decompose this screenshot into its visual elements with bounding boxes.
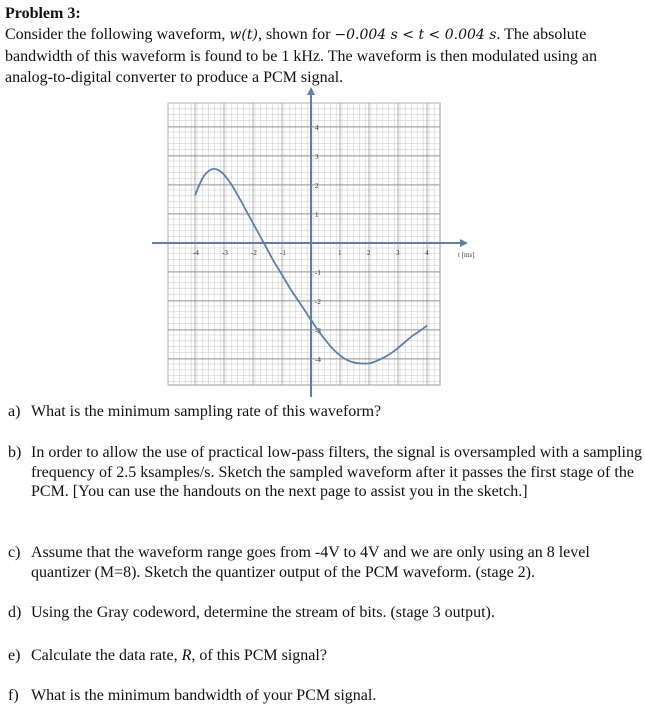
y-tick-label: -3	[315, 327, 321, 335]
question-f-text: What is the minimum bandwidth of your PCM signal.	[31, 687, 377, 704]
intro-text-1: Consider the following waveform,	[5, 26, 230, 43]
intro-function: w(t)	[229, 27, 258, 43]
question-e-text-post: , of this PCM signal?	[191, 647, 327, 664]
x-tick-label: 4	[425, 249, 429, 257]
waveform-chart	[150, 85, 495, 400]
question-c-text: Assume that the waveform range goes from -4V to 4V and we are only using an 8 level quantizer (M=8). Sketch the quantizer output of the PCM waveform. (stage 2).	[31, 544, 590, 581]
question-a-text: What is the minimum sampling rate of this waveform?	[31, 403, 382, 420]
y-tick-label: 2	[315, 182, 319, 190]
y-axis-arrow	[307, 87, 315, 95]
y-tick-label: -1	[315, 269, 321, 277]
intro-time-range: −0.004 s < t < 0.004 s	[334, 27, 497, 43]
question-a-label: a)	[8, 403, 21, 420]
x-axis-label: t [ms]	[458, 251, 475, 259]
intro-text-3: . The absolute bandwidth of this waveform is found to be 1 kHz. The waveform is then modulated using an analog-to-digital converter to produce a PCM signal.	[5, 26, 598, 86]
question-c-label: c)	[8, 544, 21, 561]
y-tick-label: 4	[315, 124, 319, 132]
question-e-variable: R	[181, 647, 192, 664]
x-tick-label: -2	[251, 249, 257, 257]
x-tick-label: -3	[222, 249, 228, 257]
question-f-label: f)	[8, 687, 19, 704]
question-b-label: b)	[8, 444, 22, 461]
problem-statement	[5, 24, 635, 88]
question-e-label: e)	[8, 647, 21, 664]
question-e-text-pre: Calculate the data rate,	[31, 647, 182, 664]
question-d-label: d)	[8, 604, 22, 621]
question-d-text: Using the Gray codeword, determine the stream of bits. (stage 3 output).	[31, 604, 495, 621]
problem-title: Problem 3:	[5, 5, 81, 22]
question-b-text: In order to allow the use of practical low-pass filters, the signal is oversampled with a sampling frequency of 2.5 ksamples/s. Sketch the sampled waveform after it passes the first stage of the PCM. [You can use the handouts on the next page to assist you in the sketch.]	[31, 444, 642, 500]
x-tick-label: 3	[396, 249, 400, 257]
y-tick-label: 1	[315, 211, 319, 219]
y-tick-label: -2	[315, 298, 321, 306]
x-tick-label: 1	[338, 249, 342, 257]
x-axis-arrow	[460, 239, 468, 247]
x-tick-label: -4	[193, 249, 199, 257]
y-tick-label: 3	[315, 153, 319, 161]
x-tick-label: -1	[280, 249, 286, 257]
y-tick-label: -4	[315, 356, 321, 364]
x-tick-label: 2	[367, 249, 371, 257]
question-e-text	[31, 646, 643, 666]
intro-text-2: , shown for	[257, 26, 335, 43]
